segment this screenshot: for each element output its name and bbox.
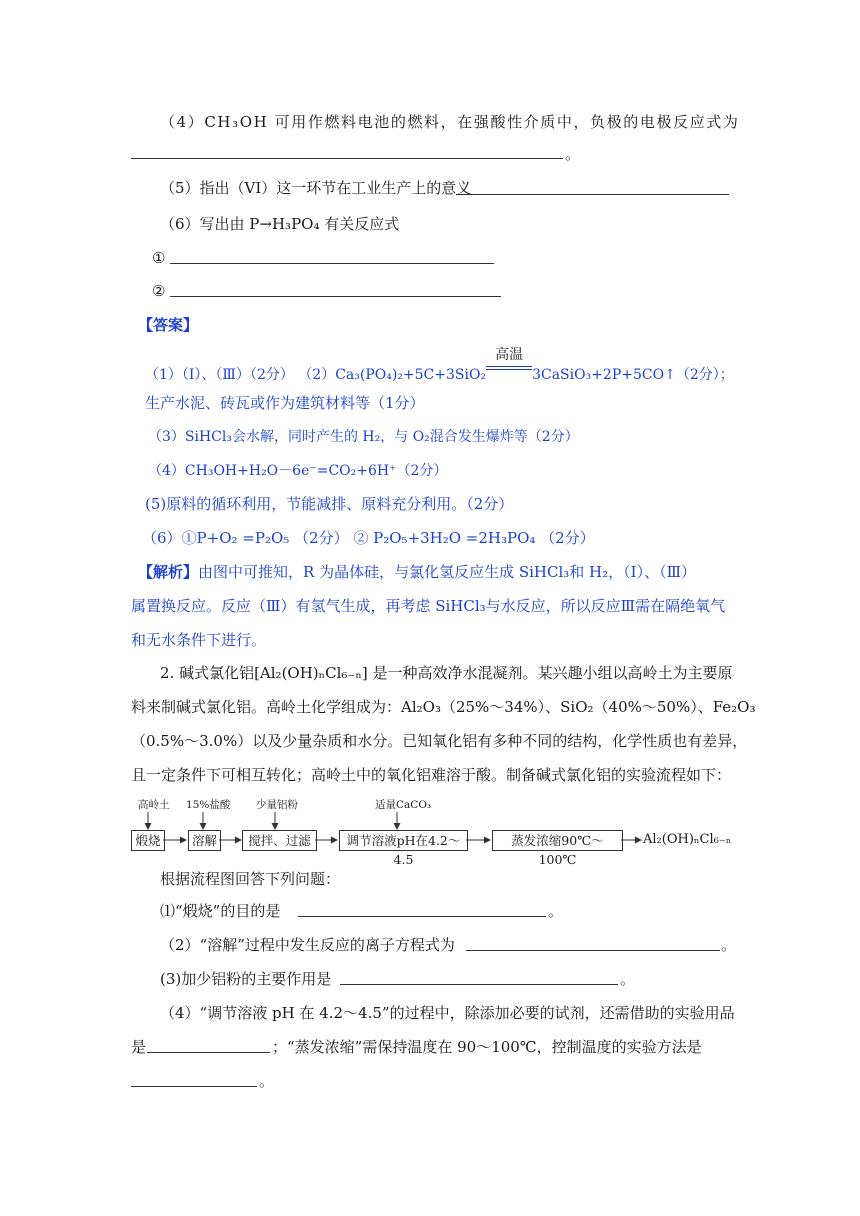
flow-product: Al₂(OH)ₙCl₆₋ₙ xyxy=(643,832,732,847)
subq4-blank-1[interactable] xyxy=(147,1052,270,1053)
analysis-line-3: 和无水条件下进行。 xyxy=(131,631,267,649)
reaction-condition-label: 高温 xyxy=(495,347,524,363)
q5-text: （5）指出（VI）这一环节在工业生产上的意义 xyxy=(160,179,472,197)
flow-input-al-powder: 少量铝粉 xyxy=(256,799,298,811)
answer-1-part1: （1）（Ⅰ）、（Ⅲ）（2分） （2）Ca₃(PO₄)₂+5C+3SiO₂ xyxy=(145,367,487,383)
subq2-blank[interactable] xyxy=(466,950,720,951)
problem2-line-2: 料来制碱式氯化铝。高岭土化学组成为：Al₂O₃（25%～34%）、SiO₂（40%～50%）、Fe₂O₃ xyxy=(131,698,756,716)
analysis-text-1: 由图中可推知，R 为晶体硅，与氯化氢反应生成 SiHCl₃和 H₂，（Ⅰ）、（Ⅲ） xyxy=(198,563,697,581)
answer-line-2: 生产水泥、砖瓦或作为建筑材料等（1分） xyxy=(145,394,425,412)
q4-period: 。 xyxy=(565,145,581,163)
q6-text: （6）写出由 P→H₃PO₄ 有关反应式 xyxy=(160,215,400,233)
problem2-line-1: 2. 碱式氯化铝[Al₂(OH)ₙCl₆₋ₙ] 是一种高效净水混凝剂。某兴趣小组以高岭土为主要原 xyxy=(160,664,733,682)
flow-step-stir-filter: 搅拌、过滤 xyxy=(242,830,317,851)
instruction-text: 根据流程图回答下列问题： xyxy=(160,870,341,888)
answer-line-3: （3）SiHCl₃会水解，同时产生的 H₂，与 O₂混合发生爆炸等（2分） xyxy=(148,429,579,445)
answer-label: 【答案】 xyxy=(138,316,199,334)
problem2-line-4: 且一定条件下可相互转化；高岭土中的氧化铝难溶于酸。制备碱式氯化铝的实验流程如下： xyxy=(131,766,732,784)
flow-input-caco3: 适量CaCO₃ xyxy=(375,799,432,811)
flow-step-evaporate: 蒸发浓缩90℃～100℃ xyxy=(492,830,623,851)
subq4-line-2a: 是 xyxy=(131,1038,147,1056)
flow-input-kaolin: 高岭土 xyxy=(138,799,170,811)
subq4-blank-2[interactable] xyxy=(131,1086,257,1087)
subq4-period: 。 xyxy=(259,1072,275,1090)
q6-item2-marker: ② xyxy=(152,282,166,300)
subq3-text: (3)加少铝粉的主要作用是 xyxy=(160,970,332,988)
answer-line-6: （6）①P+O₂ =P₂O₅ （2分） ② P₂O₅+3H₂O =2H₃PO₄ （2分） xyxy=(142,529,595,547)
subq3-blank[interactable] xyxy=(340,984,618,985)
problem2-line-3: （0.5%～3.0%）以及少量杂质和水分。已知氧化铝有多种不同的结构，化学性质也有差异， xyxy=(131,732,748,750)
subq3-period: 。 xyxy=(620,970,636,988)
flow-step-adjust-ph: 调节溶液pH在4.2～4.5 xyxy=(339,830,468,851)
flow-step-calcine: 煅烧 xyxy=(131,830,165,851)
answer-line-4: （4）CH₃OH+H₂O－6e⁻=CO₂+6H⁺（2分） xyxy=(148,463,448,479)
analysis-label: 【解析】 xyxy=(138,563,199,581)
subq1-period: 。 xyxy=(548,902,564,920)
flow-step-dissolve: 溶解 xyxy=(188,830,221,851)
subq4-line-2b: ；“蒸发浓缩”需保持温度在 90～100℃，控制温度的实验方法是 xyxy=(272,1038,702,1056)
answer-line-5: (5)原料的循环利用，节能减排、原料充分利用。（2分） xyxy=(145,495,514,513)
subq1-text: ⑴“煅烧”的目的是 xyxy=(160,902,281,920)
subq1-blank[interactable] xyxy=(298,916,546,917)
flow-input-hcl: 15%盐酸 xyxy=(186,799,231,811)
answer-1-part2: 3CaSiO₃+2P+5CO↑（2分）； xyxy=(532,367,734,383)
subq2-text: （2）“溶解”过程中发生反应的离子方程式为 xyxy=(160,936,455,954)
analysis-line-2: 属置换反应。反应（Ⅲ）有氢气生成，再考虑 SiHCl₃与水反应，所以反应Ⅲ需在隔绝氧气 xyxy=(131,597,726,615)
subq4-line-1: （4）“调节溶液 pH 在 4.2～4.5”的过程中，除添加必要的试剂，还需借助的实验用品 xyxy=(160,1004,735,1022)
q4-text: （4）CH₃OH 可用作燃料电池的燃料，在强酸性介质中，负极的电极反应式为 xyxy=(160,113,740,131)
q6-item1-marker: ① xyxy=(152,249,166,267)
subq2-period: 。 xyxy=(721,936,737,954)
